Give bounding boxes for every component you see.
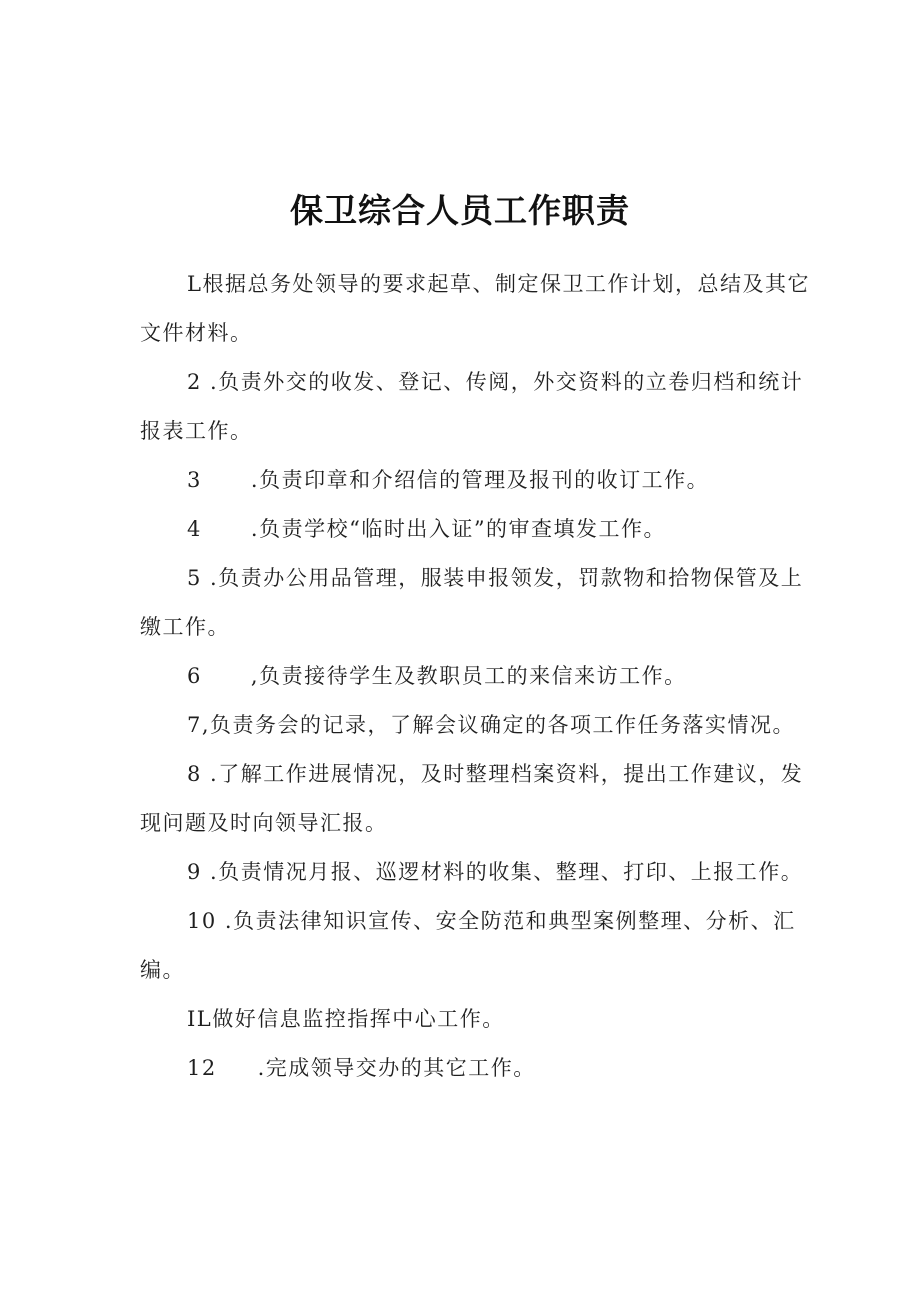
duty-item-7: 7,负责务会的记录，了解会议确定的各项工作任务落实情况。 <box>187 713 796 737</box>
duty-item-10: 10 .负责法律知识宣传、安全防范和典型案例整理、分析、汇编。 <box>140 909 796 982</box>
duty-item-3: 3 .负责印章和介绍信的管理及报刊的收订工作。 <box>187 468 710 492</box>
duty-item-4: 4 .负责学校“临时出入证”的审查填发工作。 <box>187 517 667 541</box>
duty-item-1: L根据总务处领导的要求起草、制定保卫工作计划，总结及其它文件材料。 <box>140 272 810 345</box>
duty-item-5: 5 .负责办公用品管理，服装申报领发，罚款物和拾物保管及上缴工作。 <box>140 566 804 639</box>
duty-item-8: 8 .了解工作进展情况，及时整理档案资料，提出工作建议，发现问题及时向领导汇报。 <box>140 762 804 835</box>
duty-item-9: 9 .负责情况月报、巡逻材料的收集、整理、打印、上报工作。 <box>187 860 804 884</box>
page-title: 保卫综合人员工作职责 <box>290 191 630 231</box>
duty-item-2: 2 .负责外交的收发、登记、传阅，外交资料的立卷归档和统计报表工作。 <box>140 370 804 443</box>
duty-item-6: 6 ,负责接待学生及教职员工的来信来访工作。 <box>187 664 687 688</box>
duty-item-11: IL做好信息监控指挥中心工作。 <box>187 1007 505 1031</box>
duty-list <box>140 260 820 1093</box>
duty-item-12: 12 .完成领导交办的其它工作。 <box>187 1056 536 1080</box>
